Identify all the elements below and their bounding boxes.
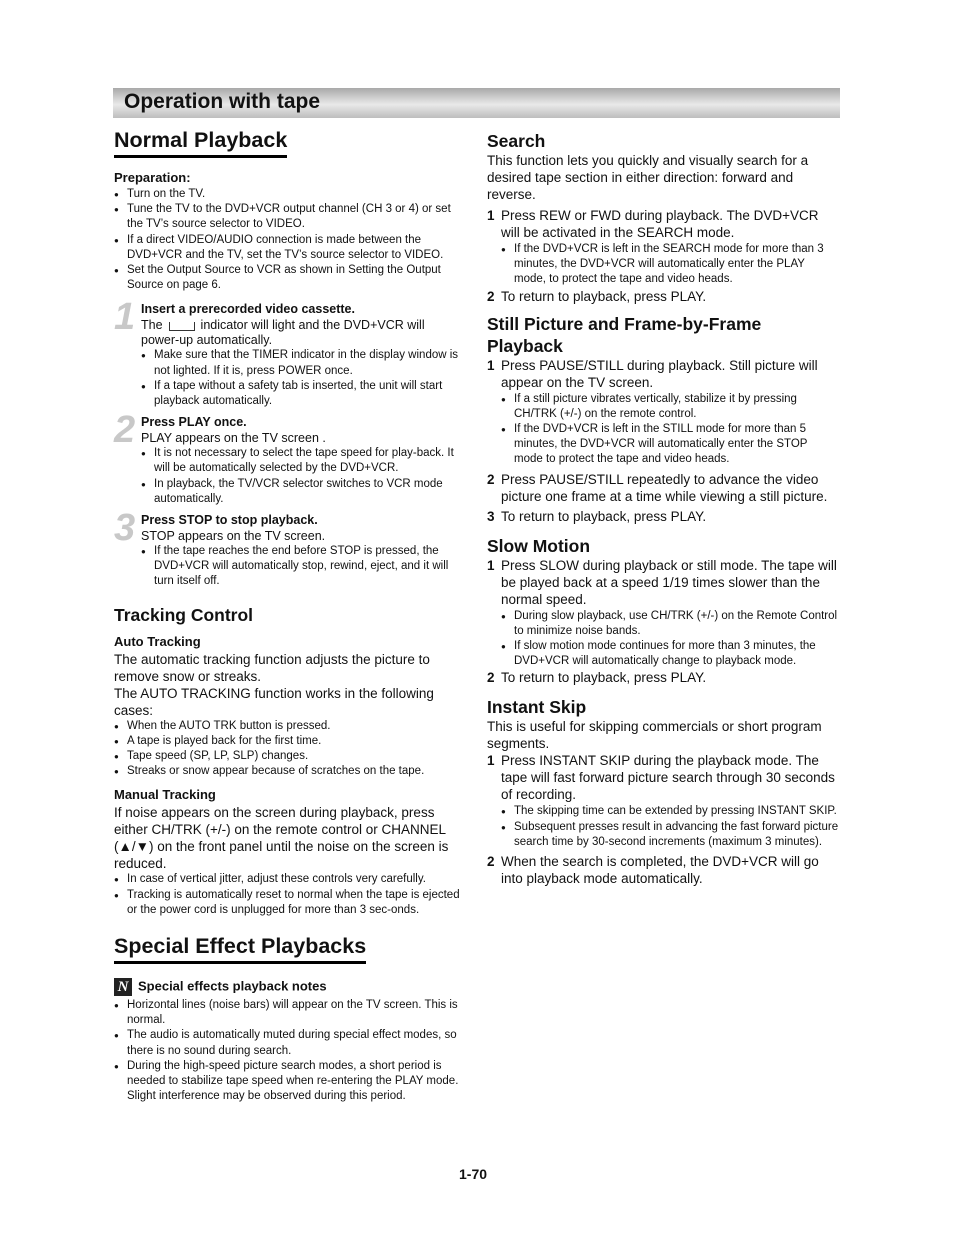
paragraph: The automatic tracking function adjusts the picture to remove snow or streaks. <box>114 651 430 684</box>
step-2 <box>114 409 466 507</box>
numbered-item: 1 Press INSTANT SKIP during the playback mode. The tape will fast forward picture search through 30 seconds of recording. ● The skipping time can be extended by pressing INSTANT SKIP. ● Subsequent presses result in advancing the fast forward picture search time by 30-second increments (maximum 3 minutes). <box>487 752 839 850</box>
list-item: ● The skipping time can be extended by pressing INSTANT SKIP. <box>501 804 839 819</box>
step-bullets <box>141 348 466 409</box>
numbered-item: 2 When the search is completed, the DVD+VCR will go into playback mode automatically. <box>487 854 819 887</box>
list-item: ● When the AUTO TRK button is pressed. <box>114 719 466 734</box>
step-title: Insert a prerecorded video cassette. <box>141 302 355 317</box>
list-item: ● Make sure that the TIMER indicator in the display window is not lighted. If it is, press POWER once. <box>141 348 466 378</box>
step-number: 1 <box>114 296 136 339</box>
notes-heading: N Special effects playback notes <box>114 978 466 996</box>
paragraph: If noise appears on the screen during playback, press either CH/TRK (+/-) on the remote control or CHANNEL (▲/▼) on the front panel until the noise on the screen is reduced. <box>114 805 449 872</box>
numbered-item: 1 Press PAUSE/STILL during playback. Still picture will appear on the TV screen. ● If a still picture vibrates vertically, stabilize it by pressing CH/TRK (+/-) on the remote control. ● If the DVD+VCR is left in the STILL mode for more than 5 minutes, the DVD+VCR will automatically enter the STOP mode to protect the tape and video heads. <box>487 357 839 468</box>
auto-tracking-list <box>114 719 466 780</box>
section-header-bar <box>113 88 840 118</box>
list-item: ● If the DVD+VCR is left in the STILL mode for more than 5 minutes, the DVD+VCR will automatically enter the STOP mode to protect the tape and video heads. <box>501 422 839 468</box>
normal-playback-heading: Normal Playback <box>114 128 287 158</box>
list-item: ● The audio is automatically muted during special effect modes, so there is no sound during search. <box>114 1028 466 1058</box>
list-item: ● If the tape reaches the end before STOP is pressed, the DVD+VCR will automatically stop, rewind, eject, and it will turn itself off. <box>141 544 466 590</box>
special-notes-list <box>114 998 466 1104</box>
preparation-heading: Preparation: <box>114 170 191 185</box>
step-3 <box>114 507 466 590</box>
list-item: ● In case of vertical jitter, adjust these controls very carefully. <box>114 872 466 887</box>
list-item: ● Tracking is automatically reset to normal when the tape is ejected or the power cord is unplugged for more than 3 sec-onds. <box>114 888 466 918</box>
list-item: ● During slow playback, use CH/TRK (+/-) on the Remote Control to minimize noise bands. <box>501 609 839 639</box>
left-column <box>114 128 466 1105</box>
step-1 <box>114 296 466 409</box>
search-heading: Search <box>487 131 546 151</box>
step-number: 3 <box>114 507 136 550</box>
step-title: Press PLAY once. <box>141 415 247 430</box>
numbered-item: 2 Press PAUSE/STILL repeatedly to advance the video picture one frame at a time while viewing a still picture. <box>487 471 828 504</box>
slow-motion-heading: Slow Motion <box>487 535 591 556</box>
numbered-item: 1 Press REW or FWD during playback. The DVD+VCR will be activated in the SEARCH mode. ● If the DVD+VCR is left in the SEARCH mode for more than 3 minutes, the DVD+VCR will automatically enter the PLAY mode, to protect the tape and video heads. <box>487 207 839 288</box>
note-icon: N <box>114 978 132 996</box>
list-item: ● Tune the TV to the DVD+VCR output channel (CH 3 or 4) or set the TV’s source selector to VIDEO. <box>114 202 466 232</box>
preparation-list <box>114 187 466 293</box>
step-title: Press STOP to stop playback. <box>141 513 318 528</box>
step-bullets <box>141 446 466 507</box>
step-text: STOP appears on the TV screen. <box>141 529 326 544</box>
list-item: ● If the DVD+VCR is left in the SEARCH mode for more than 3 minutes, the DVD+VCR will automatically enter the PLAY mode, to protect the tape and video heads. <box>501 242 839 288</box>
step-bullets <box>141 544 466 590</box>
list-item: ● If a tape without a safety tab is inserted, the unit will start playback automatically. <box>141 379 466 409</box>
auto-tracking-heading: Auto Tracking <box>114 633 201 649</box>
manual-tracking-heading: Manual Tracking <box>114 787 216 803</box>
paragraph: This is useful for skipping commercials or short program segments. <box>487 719 822 752</box>
list-item: ● Horizontal lines (noise bars) will appear on the TV screen. This is normal. <box>114 998 466 1028</box>
section-header-title: Operation with tape <box>124 90 321 113</box>
step-bullets <box>501 609 839 670</box>
manual-tracking-list <box>114 872 466 918</box>
right-column <box>487 128 839 887</box>
list-item: ● Set the Output Source to VCR as shown in Setting the Output Source on page 6. <box>114 263 466 293</box>
list-item: ● Turn on the TV. <box>114 187 466 202</box>
still-picture-heading: Still Picture and Frame-by-Frame Playback <box>487 313 762 356</box>
list-item: ● If slow motion mode continues for more than 3 minutes, the DVD+VCR will automatically change to playback mode. <box>501 639 839 669</box>
step-bullets <box>501 242 839 288</box>
list-item: ● If a still picture vibrates vertically, stabilize it by pressing CH/TRK (+/-) on the remote control. <box>501 392 839 422</box>
step-bullets <box>501 804 839 850</box>
list-item: ● A tape is played back for the first time. <box>114 734 466 749</box>
list-item: ● During the high-speed picture search modes, a short period is needed to stabilize tape speed when re-entering the PLAY mode. Slight interference may be observed during this period. <box>114 1059 466 1105</box>
list-item: ● Streaks or snow appear because of scratches on the tape. <box>114 764 466 779</box>
list-item: ● Tape speed (SP, LP, SLP) changes. <box>114 749 466 764</box>
step-number: 2 <box>114 409 136 452</box>
list-item: ● It is not necessary to select the tape speed for play-back. It will be automatically selected by the DVD+VCR. <box>141 446 466 476</box>
step-text: PLAY appears on the TV screen . <box>141 431 326 446</box>
list-item: ● If a direct VIDEO/AUDIO connection is made between the DVD+VCR and the TV, set the TV’s source selector to VIDEO. <box>114 233 466 263</box>
list-item: ● In playback, the TV/VCR selector switches to VCR mode automatically. <box>141 477 466 507</box>
list-item: ● Subsequent presses result in advancing the fast forward picture search time by 30-second increments (maximum 3 minutes). <box>501 820 839 850</box>
numbered-item: 2 To return to playback, press PLAY. <box>487 288 707 304</box>
numbered-item: 2 To return to playback, press PLAY. <box>487 670 707 686</box>
tape-indicator-icon <box>169 322 195 331</box>
step-bullets <box>501 392 839 468</box>
numbered-item: 3 To return to playback, press PLAY. <box>487 508 707 524</box>
page-number: 1-70 <box>459 1166 488 1182</box>
step-text: The indicator will light and the DVD+VCR will power-up automatically. <box>141 318 425 348</box>
instant-skip-heading: Instant Skip <box>487 697 587 718</box>
special-effect-heading: Special Effect Playbacks <box>114 934 366 964</box>
paragraph: The AUTO TRACKING function works in the following cases: <box>114 685 434 718</box>
numbered-item: 1 Press SLOW during playback or still mode. The tape will be played back at a speed 1/19 times slower than the normal speed. ● During slow playback, use CH/TRK (+/-) on the Remote Control to minimize noise bands. ● If slow motion mode continues for more than 3 minutes, the DVD+VCR will automatically change to playback mode. <box>487 557 839 670</box>
tracking-control-heading: Tracking Control <box>114 604 254 625</box>
paragraph: This function lets you quickly and visually search for a desired tape section in either direction: forward and reverse. <box>487 153 809 202</box>
